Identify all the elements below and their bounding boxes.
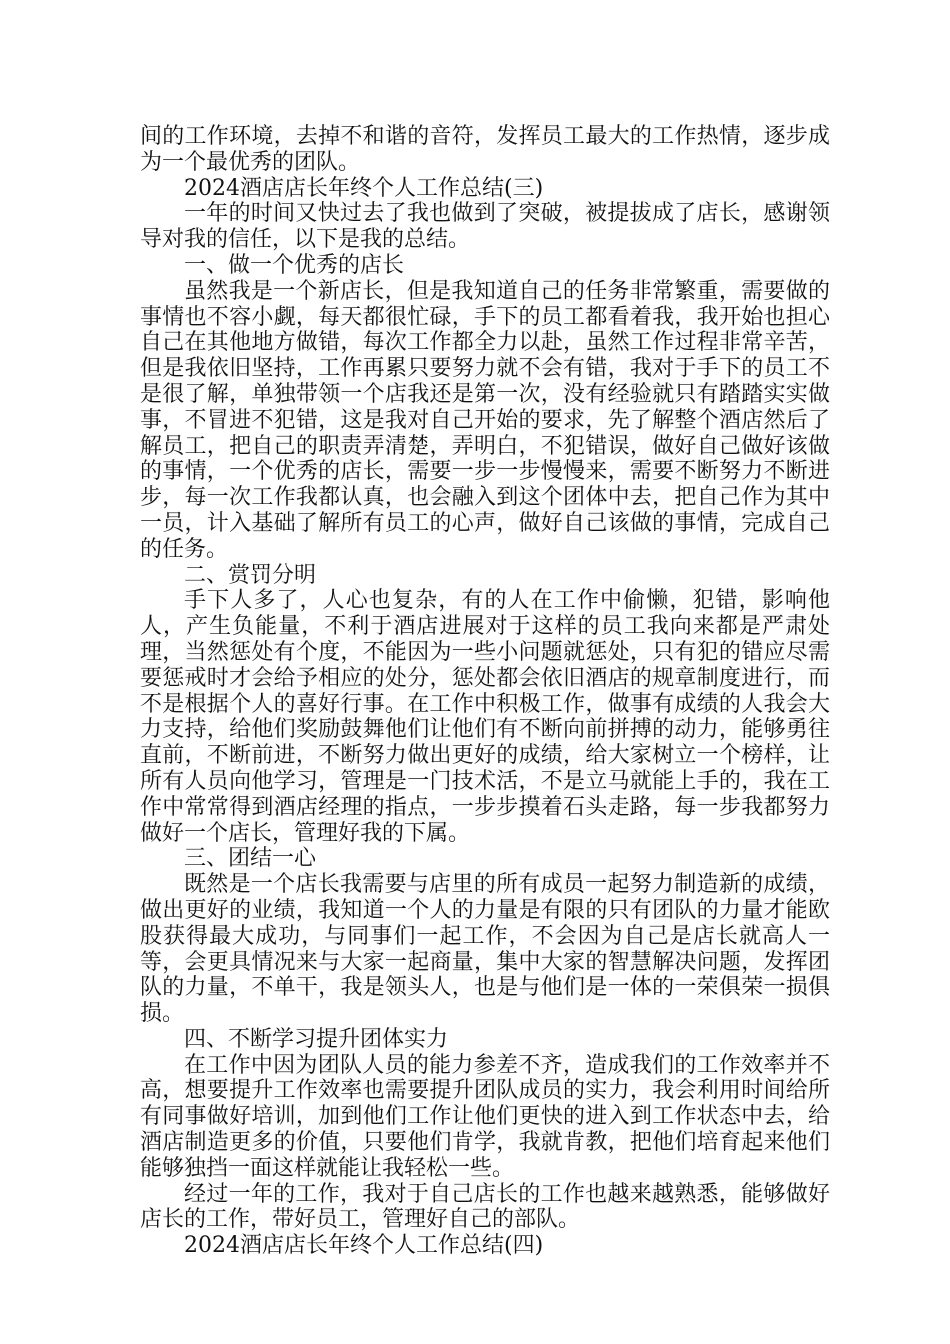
paragraph-body: 既然是一个店长我需要与店里的所有成员一起努力制造新的成绩，做出更好的业绩，我知道一个人的力量是有限的只有团队的力量才能欧股获得最大成功，与同事们一起工作，不会因为自己是店长就高人一等，会更具情况来与大家一起商量，集中大家的智慧解决问题，发挥团队的力量，不单干，我是领头人，也是与他们是一体的一荣俱荣一损俱损。: [140, 872, 830, 1027]
section-title-4: 2024酒店店长年终个人工作总结(四): [184, 1233, 544, 1259]
heading-3: 三、团结一心: [184, 846, 317, 872]
heading-1: 一、做一个优秀的店长: [184, 252, 405, 278]
section-title-3: 2024酒店店长年终个人工作总结(三): [184, 175, 544, 201]
paragraph-conclusion: 经过一年的工作，我对于自己店长的工作也越来越熟悉，能够做好店长的工作，带好员工，管理好自己的部队。: [140, 1181, 830, 1233]
paragraph-continuation: 间的工作环境，去掉不和谐的音符，发挥员工最大的工作热情，逐步成为一个最优秀的团队。: [140, 124, 830, 175]
paragraph-body: 手下人多了，人心也复杂，有的人在工作中偷懒，犯错，影响他人，产生负能量，不利于酒店进展对于这样的员工我向来都是严肃处理，当然惩处有个度，不能因为一些小问题就惩处，只有犯的错应尽需要惩戒时才会给予相应的处分，惩处都会依旧酒店的规章制度进行，而不是根据个人的喜好行事。在工作中积极工作，做事有成绩的人我会大力支持，给他们奖励鼓舞他们让他们有不断向前拼搏的动力，能够勇往直前，不断前进，不断努力做出更好的成绩，给大家树立一个榜样，让所有人员向他学习，管理是一门技术活，不是立马就能上手的，我在工作中常常得到酒店经理的指点，一步步摸着石头走路，每一步我都努力做好一个店长，管理好我的下属。: [140, 588, 830, 846]
paragraph-intro: 一年的时间又快过去了我也做到了突破，被提拔成了店长，感谢领导对我的信任，以下是我的总结。: [140, 201, 830, 253]
heading-2: 二、赏罚分明: [184, 562, 317, 588]
paragraph-body: 在工作中因为团队人员的能力参差不齐，造成我们的工作效率并不高，想要提升工作效率也需要提升团队成员的实力，我会利用时间给所有同事做好培训，加到他们工作让他们更快的进入到工作状态中去，给酒店制造更多的价值，只要他们肯学，我就肯教，把他们培育起来他们能够独挡一面这样就能让我轻松一些。: [140, 1052, 830, 1181]
document-body: [140, 124, 830, 1259]
paragraph-body: 虽然我是一个新店长，但是我知道自己的任务非常繁重，需要做的事情也不容小觑，每天都很忙碌，手下的员工都看着我，我开始也担心自己在其他地方做错，每次工作都全力以赴，虽然工作过程非常辛苦，但是我依旧坚持，工作再累只要努力就不会有错，我对于手下的员工不是很了解，单独带领一个店我还是第一次，没有经验就只有踏踏实实做事，不冒进不犯错，这是我对自己开始的要求，先了解整个酒店然后了解员工，把自己的职责弄清楚，弄明白，不犯错误，做好自己做好该做的事情，一个优秀的店长，需要一步一步慢慢来，需要不断努力不断进步，每一次工作我都认真，也会融入到这个团体中去，把自己作为其中一员，计入基础了解所有员工的心声，做好自己该做的事情，完成自己的任务。: [140, 278, 830, 562]
heading-4: 四、不断学习提升团体实力: [184, 1026, 449, 1052]
